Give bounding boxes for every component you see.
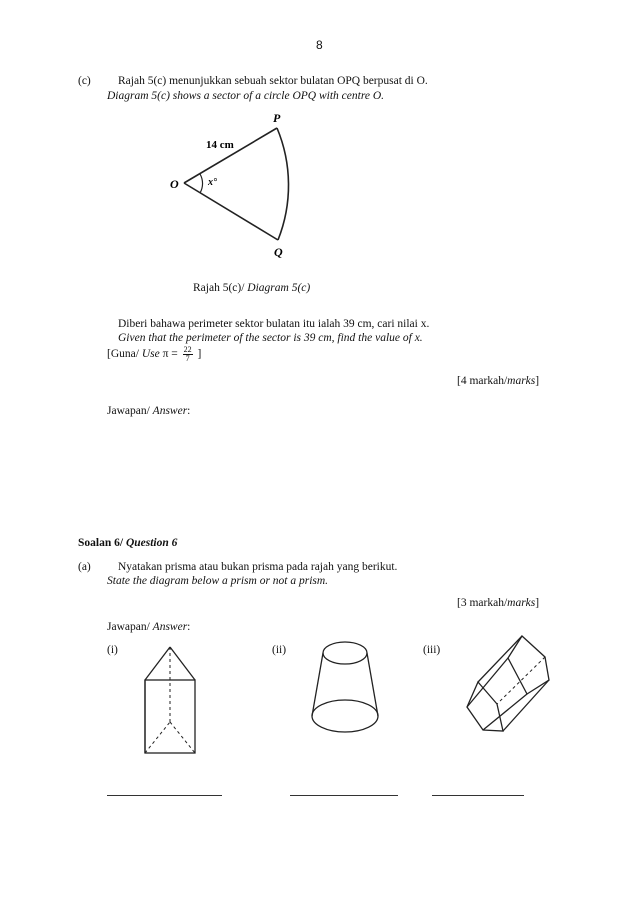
answer-blank-iii[interactable] — [432, 795, 524, 796]
use-pi: π = — [159, 348, 181, 361]
label-q: Q — [274, 245, 283, 259]
q6-marks-prefix: [3 markah/ — [457, 597, 508, 609]
answer-colon: : — [187, 405, 191, 417]
q6a-text-en: State the diagram below a prism or not a prism. — [107, 575, 329, 587]
label-o: O — [170, 177, 179, 191]
marks-label: marks — [507, 375, 536, 387]
answer-en: Answer — [152, 405, 188, 417]
caption-en: Diagram 5(c) — [247, 282, 311, 294]
q6-answer-en: Answer — [152, 621, 188, 633]
q5c-text-ms: Rajah 5(c) menunjukkan sebuah sektor bulatan OPQ berpusat di O. — [118, 75, 428, 87]
marks-prefix: [4 markah/ — [457, 375, 508, 387]
q6-answer-ms: Jawapan/ — [107, 621, 153, 633]
q6-answer-colon: : — [187, 621, 191, 633]
use-prefix: [Guna/ — [107, 348, 142, 361]
caption-ms: Rajah 5(c)/ — [193, 282, 245, 294]
q5c-text-en: Diagram 5(c) shows a sector of a circle OPQ with centre O. — [107, 90, 385, 102]
label-p: P — [273, 111, 281, 125]
given-text-ms: Diberi bahawa perimeter sektor bulatan itu ialah 39 cm, cari nilai x. — [118, 318, 430, 330]
label-radius: 14 cm — [206, 139, 234, 151]
fraction-numerator: 22 — [183, 345, 192, 354]
q5c-label: (c) — [78, 75, 91, 87]
answer-blank-i[interactable] — [107, 795, 222, 796]
q6-heading-en: Question 6 — [125, 537, 178, 549]
use-suffix: ] — [194, 348, 202, 361]
answer-blank-ii[interactable] — [290, 795, 398, 796]
given-text-en: Given that the perimeter of the sector is 39 cm, find the value of x. — [118, 332, 423, 344]
answer-ms: Jawapan/ — [107, 405, 153, 417]
q6-marks-suffix: ] — [535, 597, 540, 609]
page-number: 8 — [316, 38, 323, 52]
q6a-label: (a) — [78, 561, 91, 573]
q6-heading-ms: Soalan 6/ — [78, 537, 126, 549]
use-label: Use — [141, 348, 160, 361]
q6-marks-label: marks — [507, 597, 536, 609]
q6a-text-ms: Nyatakan prisma atau bukan prisma pada rajah yang berikut. — [118, 561, 398, 573]
marks-suffix: ] — [535, 375, 540, 387]
shape-label-i: (i) — [107, 644, 118, 656]
fraction-denominator: 7 — [185, 354, 190, 363]
shape-label-ii: (ii) — [272, 644, 287, 656]
shape-label-iii: (iii) — [423, 644, 441, 656]
label-angle: x° — [208, 177, 217, 188]
